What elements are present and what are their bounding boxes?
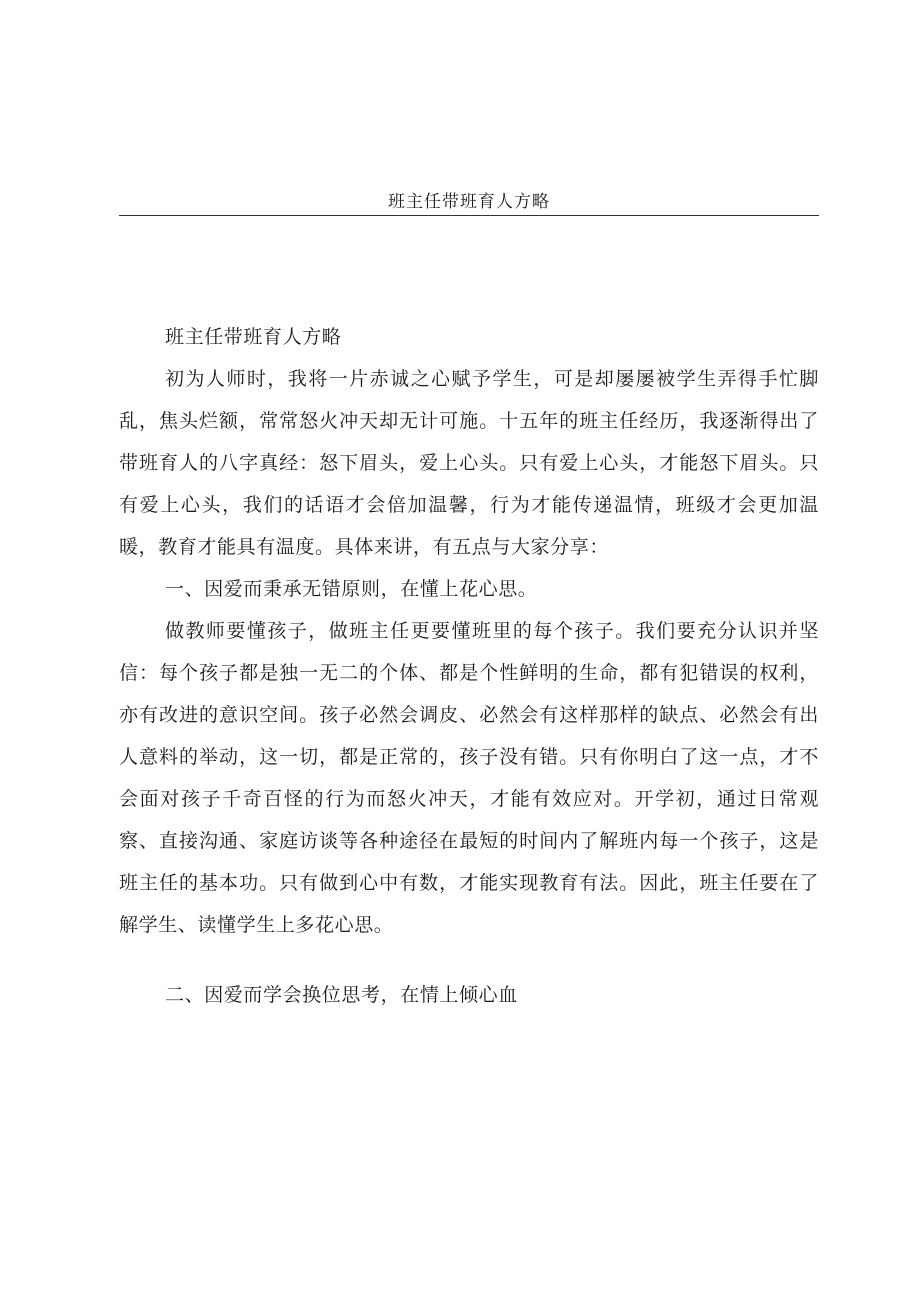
header-divider bbox=[119, 215, 819, 216]
document-title: 班主任带班育人方略 bbox=[165, 326, 342, 348]
section-heading-1: 一、因爱而秉承无错原则，在懂上花心思。 bbox=[165, 578, 538, 600]
section-heading-2: 二、因爱而学会换位思考，在情上倾心血 bbox=[165, 984, 518, 1006]
section-1-paragraph: 做教师要懂孩子，做班主任更要懂班里的每个孩子。我们要充分认识并坚信：每个孩子都是独一无二的个体、都是个性鲜明的生命，都有犯错误的权利，亦有改进的意识空间。孩子必然会调皮、必然会有这样那样的缺点、必然会有出人意料的举动，这一切，都是正常的，孩子没有错。只有你明白了这一点，才不会面对孩子千奇百怪的行为而怒火冲天，才能有效应对。开学初，通过日常观察、直接沟通、家庭访谈等各种途径在最短的时间内了解班内每一个孩子，这是班主任的基本功。只有做到心中有数，才能实现教育有法。因此，班主任要在了解学生、读懂学生上多花心思。 bbox=[119, 620, 819, 936]
running-header-title: 班主任带班育人方略 bbox=[388, 192, 550, 212]
document-body bbox=[119, 316, 819, 1016]
intro-paragraph: 初为人师时，我将一片赤诚之心赋予学生，可是却屡屡被学生弄得手忙脚乱，焦头烂额，常常怒火冲天却无计可施。十五年的班主任经历，我逐渐得出了带班育人的八字真经：怒下眉头，爱上心头。只有爱上心头，才能怒下眉头。只有爱上心头，我们的话语才会倍加温馨，行为才能传递温情，班级才会更加温暖，教育才能具有温度。具体来讲，有五点与大家分享： bbox=[119, 368, 819, 558]
